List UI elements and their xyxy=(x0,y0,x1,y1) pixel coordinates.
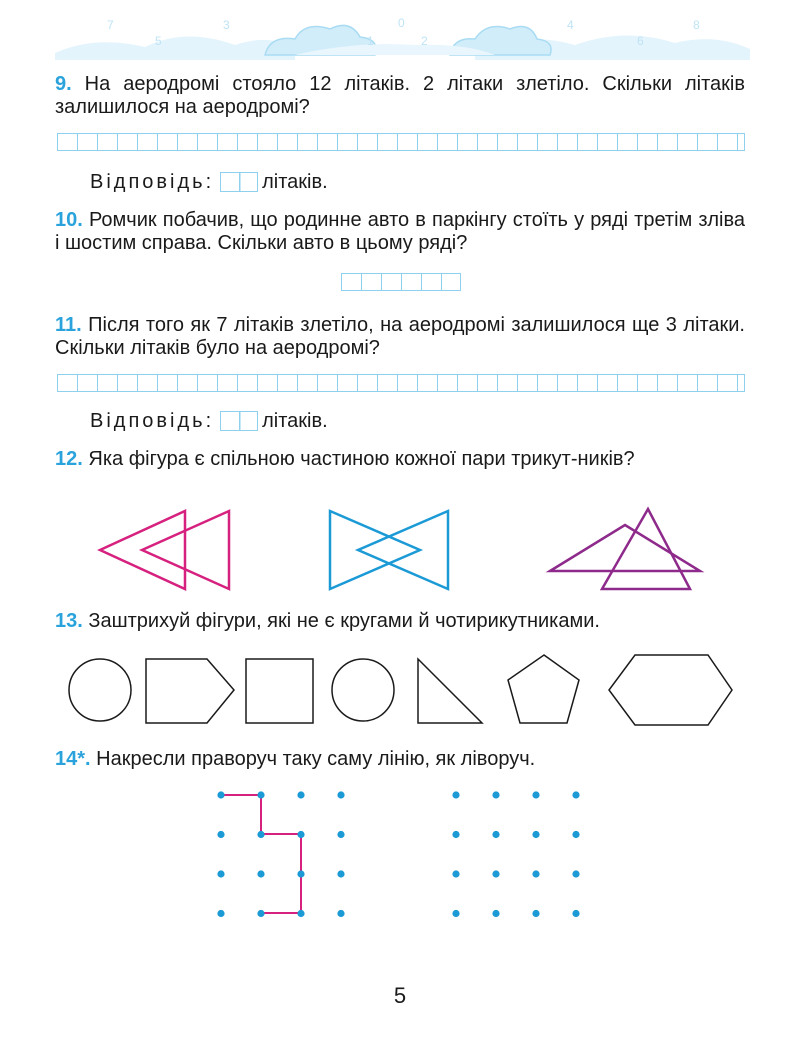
task-10 xyxy=(55,209,745,255)
grid-dot xyxy=(257,831,264,838)
grid-dot xyxy=(337,870,344,877)
grid-dot[interactable] xyxy=(492,831,499,838)
triangle-shape[interactable] xyxy=(418,659,482,723)
grid-dot xyxy=(217,831,224,838)
task-text: На аеродромі стояло 12 літаків. 2 літаки злетіло. Скільки літаків залишилося на аеродромі? xyxy=(55,73,745,118)
task-number: 11. xyxy=(55,314,82,336)
answer-label: Відповідь: xyxy=(90,171,215,193)
grid-dot xyxy=(217,791,224,798)
grid-dot[interactable] xyxy=(452,791,459,798)
task-12 xyxy=(55,448,743,471)
task-14 xyxy=(55,748,745,771)
banner-digit: 1 xyxy=(367,34,374,48)
grid-dot xyxy=(257,870,264,877)
banner-digit: 4 xyxy=(567,18,574,32)
grid-dot[interactable] xyxy=(532,831,539,838)
answer-unit: літаків. xyxy=(262,410,328,432)
banner-digit: 3 xyxy=(223,18,230,32)
grid-dot xyxy=(257,791,264,798)
pentagon-shape[interactable] xyxy=(508,655,579,723)
grid-dot xyxy=(337,910,344,917)
banner-digit: 6 xyxy=(637,34,644,48)
answer-box[interactable] xyxy=(220,411,258,431)
grid-dot[interactable] xyxy=(532,791,539,798)
pentagon-arrow-shape[interactable] xyxy=(146,659,234,723)
grid-dot xyxy=(337,831,344,838)
grid-dot xyxy=(257,910,264,917)
grid-dot[interactable] xyxy=(532,870,539,877)
grid-dot xyxy=(297,791,304,798)
task-text: Після того як 7 літаків злетіло, на аеродромі залишилося ще 3 літаки. Скільки літаків було на аеродромі? xyxy=(55,314,745,359)
shapes-row xyxy=(60,650,740,732)
task-number: 9. xyxy=(55,73,72,95)
task-9 xyxy=(55,73,745,119)
answer-box[interactable] xyxy=(220,172,258,192)
grid-dot xyxy=(217,870,224,877)
grid-dot[interactable] xyxy=(452,910,459,917)
dot-grid-left xyxy=(217,791,344,917)
grid-dot[interactable] xyxy=(492,910,499,917)
answer-line xyxy=(90,171,328,193)
task-number: 13. xyxy=(55,610,83,632)
circle-shape[interactable] xyxy=(332,659,394,721)
answer-line xyxy=(90,410,328,432)
grid-dot xyxy=(297,910,304,917)
banner-digit: 2 xyxy=(421,34,428,48)
grid-dot[interactable] xyxy=(572,791,579,798)
task-text: Накресли праворуч таку саму лінію, як ліворуч. xyxy=(96,748,536,770)
work-grid[interactable] xyxy=(57,133,745,151)
grid-dot[interactable] xyxy=(492,791,499,798)
task-13 xyxy=(55,610,745,633)
hexagon-shape[interactable] xyxy=(609,655,732,725)
grid-dot xyxy=(337,791,344,798)
grid-dot[interactable] xyxy=(452,870,459,877)
grid-dot xyxy=(297,831,304,838)
grid-dot[interactable] xyxy=(452,831,459,838)
grid-dot[interactable] xyxy=(572,910,579,917)
task-number: 14*. xyxy=(55,748,91,770)
dot-grid-right[interactable] xyxy=(452,791,579,917)
grid-dot[interactable] xyxy=(532,910,539,917)
banner-digit: 8 xyxy=(693,18,700,32)
task-text: Ромчик побачив, що родинне авто в паркінгу стоїть у ряді третім зліва і шостим справа. Скільки авто в цьому ряді? xyxy=(55,209,745,254)
circle-shape[interactable] xyxy=(69,659,131,721)
grid-dot[interactable] xyxy=(572,870,579,877)
cloud-banner xyxy=(55,15,750,60)
work-grid[interactable] xyxy=(57,374,745,392)
task-text: Заштрихуй фігури, які не є кругами й чотирикутниками. xyxy=(88,610,600,632)
square-shape[interactable] xyxy=(246,659,313,723)
triangle-pairs xyxy=(90,505,710,595)
task-text: Яка фігура є спільною частиною кожної пари трикут-ників? xyxy=(88,448,635,470)
grid-dot[interactable] xyxy=(572,831,579,838)
grid-dot xyxy=(297,870,304,877)
task-number: 10. xyxy=(55,209,83,231)
banner-digit: 0 xyxy=(398,16,405,30)
page-number: 5 xyxy=(393,983,407,1008)
grid-dot[interactable] xyxy=(492,870,499,877)
answer-cells[interactable] xyxy=(341,273,461,291)
triangle xyxy=(330,511,420,589)
task-number: 12. xyxy=(55,448,83,470)
grid-dot xyxy=(217,910,224,917)
banner-digit: 7 xyxy=(107,18,114,32)
triangle xyxy=(358,511,448,589)
answer-label: Відповідь: xyxy=(90,410,215,432)
sample-line xyxy=(221,795,301,913)
dot-grids xyxy=(200,780,600,930)
task-11 xyxy=(55,314,745,360)
triangle xyxy=(602,509,690,589)
answer-unit: літаків. xyxy=(262,171,328,193)
banner-digit: 5 xyxy=(155,34,162,48)
